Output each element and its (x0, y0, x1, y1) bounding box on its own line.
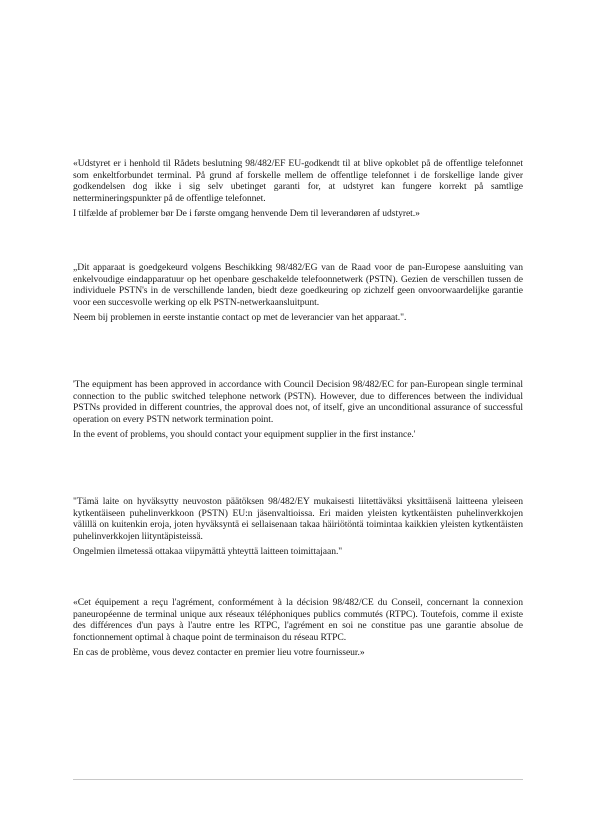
declaration-text: "Tämä laite on hyväksytty neuvoston päätöksen 98/482/EY mukaisesti liitettäväksi yksittäisenä laitteena yleiseen kytkentäiseen puhelinverkkoon (PSTN) EU:n jäsenvaltioissa. Eri maiden yleisten kytkentäisten puhelinverkkojen välillä on kuitenkin eroja, joten hyväksyntä ei sellaisenaan takaa häiriötöntä toimintaa kaikkien yleisten kytkentäisten puhelinverkkojen liityntäpisteissä. (73, 496, 523, 542)
declaration-french (73, 597, 523, 659)
declaration-text: «Udstyret er i henhold til Rådets beslutning 98/482/EF EU-godkendt til at blive opkoblet på de offentlige telefonnet som enkeltforbundet terminal. På grund af forskelle mellem de offentlige telefonnet i de forskellige lande giver godkendelsen dog ikke i sig selv ubetinget garanti for, at udstyret kan fungere korrekt på samtlige nettermineringspunkter på de offentlige telefonnet. (73, 158, 523, 204)
declaration-contact-note: En cas de problème, vous devez contacter en premier lieu votre fournisseur.» (73, 647, 365, 659)
declaration-text: «Cet équipement a reçu l'agrément, conformément à la décision 98/482/CE du Conseil, concernant la connexion paneuropéenne de terminal unique aux réseaux téléphoniques publics commutés (RTPC). Toutefois, comme il existe des différences d'un pays à l'autre entre les RTPC, l'agrément en soi ne constitue pas une garantie absolue de fonctionnement optimal à chaque point de terminaison du réseau RTPC. (73, 597, 523, 643)
declaration-danish (73, 158, 523, 220)
declaration-text: 'The equipment has been approved in accordance with Council Decision 98/482/EC for pan-European single terminal connection to the public switched telephone network (PSTN). However, due to differences between the individual PSTNs provided in different countries, the approval does not, of itself, give an unconditional assurance of successful operation on every PSTN network termination point. (73, 379, 523, 425)
declaration-contact-note: I tilfælde af problemer bør De i første omgang henvende Dem til leverandøren af udstyret.» (73, 208, 420, 220)
declaration-dutch (73, 262, 523, 324)
declaration-contact-note: In the event of problems, you should contact your equipment supplier in the first instance.' (73, 429, 416, 441)
declaration-text: „Dit apparaat is goedgekeurd volgens Beschikking 98/482/EG van de Raad voor de pan-Europese aansluiting van enkelvoudige eindapparatuur op het openbare geschakelde telefoonnetwerk (PSTN). Gezien de verschillen tussen de individuele PSTN's in de verschillende landen, biedt deze goedkeuring op zichzelf geen onvoorwaardelijke garantie voor een succesvolle werking op elk PSTN-netwerkaansluitpunt. (73, 262, 523, 308)
declaration-finnish (73, 496, 523, 558)
declaration-contact-note: Neem bij problemen in eerste instantie contact op met de leverancier van het apparaat.". (73, 312, 407, 324)
declaration-contact-note: Ongelmien ilmetessä ottakaa viipymättä yhteyttä laitteen toimittajaan." (73, 546, 343, 558)
footer-divider (73, 779, 523, 780)
declaration-english (73, 379, 523, 441)
